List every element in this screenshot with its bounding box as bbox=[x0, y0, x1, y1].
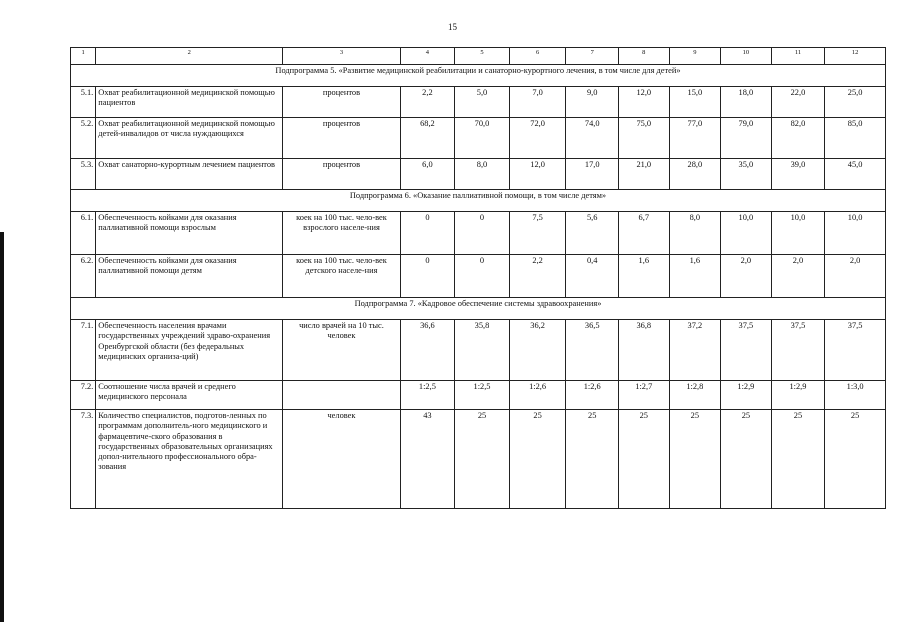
value-cell: 2,2 bbox=[400, 87, 455, 118]
value-cell: 18,0 bbox=[721, 87, 772, 118]
table-row bbox=[71, 410, 886, 509]
section-header-row bbox=[71, 298, 886, 320]
value-cell: 70,0 bbox=[455, 118, 510, 159]
section-title: Подпрограмма 7. «Кадровое обеспечение системы здравоохранения» bbox=[71, 298, 886, 320]
unit-cell: коек на 100 тыс. чело-век взрослого населе-ния bbox=[283, 212, 400, 255]
column-number: 12 bbox=[825, 48, 886, 65]
value-cell: 5,0 bbox=[455, 87, 510, 118]
value-cell: 2,2 bbox=[509, 255, 566, 298]
value-cell: 77,0 bbox=[669, 118, 721, 159]
unit-cell: процентов bbox=[283, 118, 400, 159]
indicator-name: Обеспеченность койками для оказания паллиативной помощи взрослым bbox=[96, 212, 283, 255]
value-cell: 25 bbox=[509, 410, 566, 509]
unit-cell: число врачей на 10 тыс. человек bbox=[283, 320, 400, 381]
column-number: 6 bbox=[509, 48, 566, 65]
section-header-row bbox=[71, 65, 886, 87]
value-cell: 7,5 bbox=[509, 212, 566, 255]
row-number: 7.1. bbox=[71, 320, 96, 381]
page-number: 15 bbox=[448, 22, 457, 32]
value-cell: 68,2 bbox=[400, 118, 455, 159]
value-cell: 1:2,5 bbox=[400, 381, 455, 410]
column-number: 8 bbox=[619, 48, 670, 65]
value-cell: 25 bbox=[771, 410, 825, 509]
row-number: 5.2. bbox=[71, 118, 96, 159]
value-cell: 45,0 bbox=[825, 159, 886, 190]
value-cell: 1:2,8 bbox=[669, 381, 721, 410]
value-cell: 2,0 bbox=[825, 255, 886, 298]
column-number: 1 bbox=[71, 48, 96, 65]
value-cell: 1:2,9 bbox=[721, 381, 772, 410]
unit-cell bbox=[283, 381, 400, 410]
value-cell: 10,0 bbox=[721, 212, 772, 255]
indicator-name: Охват реабилитационной медицинской помощью детей-инвалидов от числа нуждающихся bbox=[96, 118, 283, 159]
value-cell: 1:3,0 bbox=[825, 381, 886, 410]
value-cell: 35,0 bbox=[721, 159, 772, 190]
indicators-table bbox=[70, 47, 886, 509]
row-number: 7.2. bbox=[71, 381, 96, 410]
unit-cell: коек на 100 тыс. чело-век детского населе-ния bbox=[283, 255, 400, 298]
row-number: 6.1. bbox=[71, 212, 96, 255]
value-cell: 25 bbox=[566, 410, 619, 509]
value-cell: 37,5 bbox=[825, 320, 886, 381]
column-number: 4 bbox=[400, 48, 455, 65]
column-number: 10 bbox=[721, 48, 772, 65]
value-cell: 17,0 bbox=[566, 159, 619, 190]
value-cell: 25,0 bbox=[825, 87, 886, 118]
value-cell: 36,6 bbox=[400, 320, 455, 381]
indicator-name: Охват реабилитационной медицинской помощью пациентов bbox=[96, 87, 283, 118]
value-cell: 7,0 bbox=[509, 87, 566, 118]
column-number: 3 bbox=[283, 48, 400, 65]
table-row bbox=[71, 212, 886, 255]
row-number: 6.2. bbox=[71, 255, 96, 298]
value-cell: 28,0 bbox=[669, 159, 721, 190]
value-cell: 8,0 bbox=[455, 159, 510, 190]
value-cell: 2,0 bbox=[771, 255, 825, 298]
value-cell: 37,5 bbox=[771, 320, 825, 381]
value-cell: 1:2,7 bbox=[619, 381, 670, 410]
value-cell: 22,0 bbox=[771, 87, 825, 118]
unit-cell: процентов bbox=[283, 87, 400, 118]
value-cell: 25 bbox=[455, 410, 510, 509]
indicator-name: Охват санаторно-курортным лечением пациентов bbox=[96, 159, 283, 190]
indicator-name: Количество специалистов, подготов-ленных по программам дополнитель-ного медицинского и фармацевтиче-ского образования в государственных образовательных организациях допол-нительного профессионального обра-зования bbox=[96, 410, 283, 509]
value-cell: 85,0 bbox=[825, 118, 886, 159]
value-cell: 0 bbox=[455, 212, 510, 255]
value-cell: 82,0 bbox=[771, 118, 825, 159]
value-cell: 8,0 bbox=[669, 212, 721, 255]
table-row bbox=[71, 159, 886, 190]
table-row bbox=[71, 320, 886, 381]
column-number: 7 bbox=[566, 48, 619, 65]
section-title: Подпрограмма 5. «Развитие медицинской реабилитации и санаторно-курортного лечения, в том числе для детей» bbox=[71, 65, 886, 87]
value-cell: 35,8 bbox=[455, 320, 510, 381]
value-cell: 12,0 bbox=[509, 159, 566, 190]
value-cell: 12,0 bbox=[619, 87, 670, 118]
column-number: 9 bbox=[669, 48, 721, 65]
section-header-row bbox=[71, 190, 886, 212]
row-number: 5.1. bbox=[71, 87, 96, 118]
value-cell: 75,0 bbox=[619, 118, 670, 159]
unit-cell: человек bbox=[283, 410, 400, 509]
value-cell: 10,0 bbox=[771, 212, 825, 255]
table-row bbox=[71, 87, 886, 118]
value-cell: 25 bbox=[721, 410, 772, 509]
value-cell: 72,0 bbox=[509, 118, 566, 159]
value-cell: 10,0 bbox=[825, 212, 886, 255]
indicator-name: Соотношение числа врачей и среднего медицинского персонала bbox=[96, 381, 283, 410]
value-cell: 79,0 bbox=[721, 118, 772, 159]
value-cell: 36,5 bbox=[566, 320, 619, 381]
column-number-row bbox=[71, 48, 886, 65]
indicator-name: Обеспеченность населения врачами государственных учреждений здраво-охранения Оренбургской области (без федеральных медицинских организа-ций) bbox=[96, 320, 283, 381]
row-number: 5.3. bbox=[71, 159, 96, 190]
row-number: 7.3. bbox=[71, 410, 96, 509]
value-cell: 74,0 bbox=[566, 118, 619, 159]
value-cell: 1,6 bbox=[669, 255, 721, 298]
value-cell: 0 bbox=[400, 255, 455, 298]
value-cell: 21,0 bbox=[619, 159, 670, 190]
value-cell: 5,6 bbox=[566, 212, 619, 255]
value-cell: 9,0 bbox=[566, 87, 619, 118]
value-cell: 36,8 bbox=[619, 320, 670, 381]
column-number: 11 bbox=[771, 48, 825, 65]
value-cell: 0 bbox=[455, 255, 510, 298]
table-row bbox=[71, 118, 886, 159]
value-cell: 15,0 bbox=[669, 87, 721, 118]
indicator-name: Обеспеченность койками для оказания паллиативной помощи детям bbox=[96, 255, 283, 298]
value-cell: 1,6 bbox=[619, 255, 670, 298]
value-cell: 1:2,5 bbox=[455, 381, 510, 410]
value-cell: 36,2 bbox=[509, 320, 566, 381]
column-number: 5 bbox=[455, 48, 510, 65]
value-cell: 37,5 bbox=[721, 320, 772, 381]
table-row bbox=[71, 255, 886, 298]
column-number: 2 bbox=[96, 48, 283, 65]
value-cell: 25 bbox=[825, 410, 886, 509]
value-cell: 6,7 bbox=[619, 212, 670, 255]
value-cell: 0,4 bbox=[566, 255, 619, 298]
unit-cell: процентов bbox=[283, 159, 400, 190]
value-cell: 25 bbox=[619, 410, 670, 509]
table-row bbox=[71, 381, 886, 410]
value-cell: 37,2 bbox=[669, 320, 721, 381]
value-cell: 25 bbox=[669, 410, 721, 509]
value-cell: 2,0 bbox=[721, 255, 772, 298]
scan-edge-mark bbox=[0, 232, 4, 622]
value-cell: 39,0 bbox=[771, 159, 825, 190]
value-cell: 1:2,9 bbox=[771, 381, 825, 410]
value-cell: 0 bbox=[400, 212, 455, 255]
value-cell: 1:2,6 bbox=[509, 381, 566, 410]
section-title: Подпрограмма 6. «Оказание паллиативной помощи, в том числе детям» bbox=[71, 190, 886, 212]
value-cell: 1:2,6 bbox=[566, 381, 619, 410]
value-cell: 6,0 bbox=[400, 159, 455, 190]
value-cell: 43 bbox=[400, 410, 455, 509]
